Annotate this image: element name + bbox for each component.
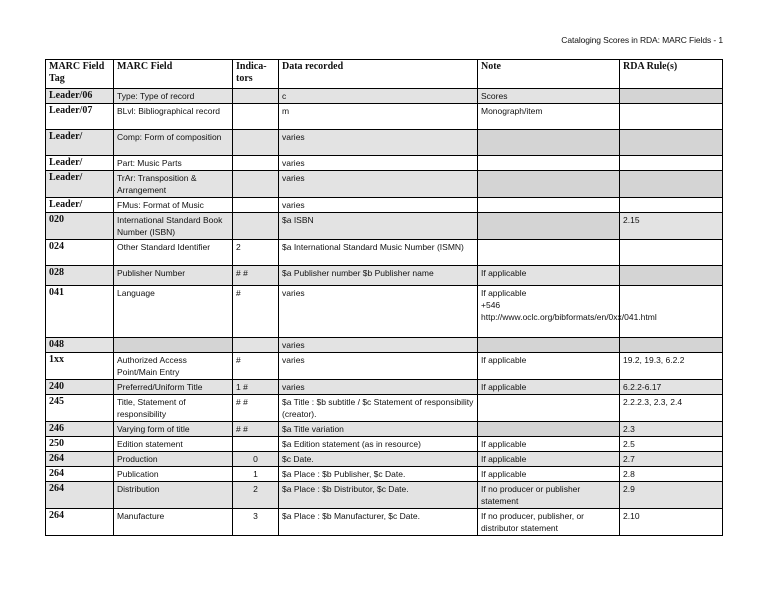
data-recorded-cell: $a Place : $b Distributor, $c Date.: [279, 482, 478, 509]
data-recorded-cell: $a Place : $b Publisher, $c Date.: [279, 467, 478, 482]
data-recorded-cell: $a Publisher number $b Publisher name: [279, 266, 478, 286]
note-cell: [478, 422, 620, 437]
rda-rule-cell: 2.2.2.3, 2.3, 2.4: [620, 395, 723, 422]
rda-rule-cell: [620, 266, 723, 286]
rda-rule-cell: [620, 240, 723, 266]
table-row: [46, 353, 723, 380]
marc-tag-cell: 020: [46, 213, 114, 240]
marc-tag-cell: Leader/: [46, 130, 114, 156]
rda-rule-cell: 2.3: [620, 422, 723, 437]
indicators-cell: 2: [233, 482, 279, 509]
note-cell: Monograph/item: [478, 104, 620, 130]
table-row: [46, 338, 723, 353]
indicators-cell: [233, 89, 279, 104]
marc-tag-cell: 240: [46, 380, 114, 395]
note-cell: If applicable: [478, 266, 620, 286]
table-row: [46, 89, 723, 104]
marc-tag-cell: 024: [46, 240, 114, 266]
data-recorded-cell: c: [279, 89, 478, 104]
marc-tag-cell: Leader/: [46, 198, 114, 213]
table-row: [46, 156, 723, 171]
data-recorded-cell: varies: [279, 286, 478, 338]
note-cell: If applicable +546 http://www.oclc.org/bibformats/en/0xx/041.html: [478, 286, 620, 338]
note-cell: If applicable: [478, 353, 620, 380]
indicators-cell: 1 #: [233, 380, 279, 395]
marc-field-cell: [114, 338, 233, 353]
rda-rule-cell: [620, 156, 723, 171]
marc-field-cell: Type: Type of record: [114, 89, 233, 104]
indicators-cell: [233, 213, 279, 240]
note-cell: [478, 198, 620, 213]
indicators-cell: [233, 156, 279, 171]
data-recorded-cell: varies: [279, 171, 478, 198]
marc-field-cell: BLvl: Bibliographical record: [114, 104, 233, 130]
marc-tag-cell: Leader/: [46, 171, 114, 198]
table-row: [46, 509, 723, 536]
data-recorded-cell: $a Title : $b subtitle / $c Statement of responsibility (creator).: [279, 395, 478, 422]
marc-field-cell: TrAr: Transposition & Arrangement: [114, 171, 233, 198]
rda-rule-cell: 2.5: [620, 437, 723, 452]
data-recorded-cell: $a Edition statement (as in resource): [279, 437, 478, 452]
marc-field-cell: Publication: [114, 467, 233, 482]
rda-rule-cell: 2.8: [620, 467, 723, 482]
marc-field-cell: Publisher Number: [114, 266, 233, 286]
data-recorded-cell: varies: [279, 380, 478, 395]
indicators-cell: # #: [233, 266, 279, 286]
data-recorded-cell: varies: [279, 130, 478, 156]
rda-rule-cell: 19.2, 19.3, 6.2.2: [620, 353, 723, 380]
table-row: [46, 198, 723, 213]
marc-tag-cell: 264: [46, 467, 114, 482]
page-header: Cataloging Scores in RDA: MARC Fields - 1: [561, 35, 723, 45]
marc-field-cell: Production: [114, 452, 233, 467]
table-row: [46, 380, 723, 395]
marc-tag-cell: 245: [46, 395, 114, 422]
indicators-cell: [233, 171, 279, 198]
indicators-cell: #: [233, 286, 279, 338]
note-cell: Scores: [478, 89, 620, 104]
note-cell: [478, 130, 620, 156]
note-cell: If applicable: [478, 452, 620, 467]
table-row: [46, 467, 723, 482]
data-recorded-cell: varies: [279, 353, 478, 380]
indicators-cell: 3: [233, 509, 279, 536]
indicators-cell: #: [233, 353, 279, 380]
marc-fields-table: [45, 59, 723, 536]
marc-tag-cell: Leader/: [46, 156, 114, 171]
column-header: Data recorded: [279, 60, 478, 89]
marc-tag-cell: Leader/07: [46, 104, 114, 130]
indicators-cell: [233, 338, 279, 353]
marc-field-cell: Manufacture: [114, 509, 233, 536]
table-row: [46, 213, 723, 240]
table-row: [46, 482, 723, 509]
note-cell: If no producer or publisher statement: [478, 482, 620, 509]
rda-rule-cell: 2.7: [620, 452, 723, 467]
note-cell: If no producer, publisher, or distributor statement: [478, 509, 620, 536]
marc-field-cell: FMus: Format of Music: [114, 198, 233, 213]
table-row: [46, 452, 723, 467]
marc-tag-cell: 264: [46, 509, 114, 536]
data-recorded-cell: m: [279, 104, 478, 130]
rda-rule-cell: [620, 171, 723, 198]
rda-rule-cell: [620, 104, 723, 130]
table-row: [46, 171, 723, 198]
table-row: [46, 422, 723, 437]
indicators-cell: [233, 130, 279, 156]
table-row: [46, 266, 723, 286]
rda-rule-cell: 2.15: [620, 213, 723, 240]
indicators-cell: 1: [233, 467, 279, 482]
rda-rule-cell: [620, 198, 723, 213]
rda-rule-cell: 6.2.2-6.17: [620, 380, 723, 395]
marc-tag-cell: 264: [46, 482, 114, 509]
note-cell: [478, 395, 620, 422]
data-recorded-cell: $a Title variation: [279, 422, 478, 437]
marc-field-cell: Other Standard Identifier: [114, 240, 233, 266]
indicators-cell: [233, 198, 279, 213]
note-cell: [478, 156, 620, 171]
marc-tag-cell: 250: [46, 437, 114, 452]
data-recorded-cell: $a ISBN: [279, 213, 478, 240]
indicators-cell: 0: [233, 452, 279, 467]
note-cell: If applicable: [478, 437, 620, 452]
marc-tag-cell: 1xx: [46, 353, 114, 380]
marc-field-cell: Varying form of title: [114, 422, 233, 437]
marc-field-cell: International Standard Book Number (ISBN): [114, 213, 233, 240]
table-row: [46, 437, 723, 452]
marc-tag-cell: 048: [46, 338, 114, 353]
rda-rule-cell: 2.9: [620, 482, 723, 509]
column-header: Indica-tors: [233, 60, 279, 89]
marc-tag-cell: 246: [46, 422, 114, 437]
column-header: Note: [478, 60, 620, 89]
column-header: MARC Field: [114, 60, 233, 89]
indicators-cell: [233, 437, 279, 452]
table-row: [46, 130, 723, 156]
marc-field-cell: Preferred/Uniform Title: [114, 380, 233, 395]
table-row: [46, 395, 723, 422]
data-recorded-cell: varies: [279, 338, 478, 353]
marc-field-cell: Language: [114, 286, 233, 338]
data-recorded-cell: $c Date.: [279, 452, 478, 467]
marc-field-cell: Part: Music Parts: [114, 156, 233, 171]
note-cell: [478, 338, 620, 353]
indicators-cell: # #: [233, 395, 279, 422]
rda-rule-cell: [620, 89, 723, 104]
rda-rule-cell: [620, 338, 723, 353]
table-header-row: [46, 60, 723, 89]
indicators-cell: 2: [233, 240, 279, 266]
marc-field-cell: Title, Statement of responsibility: [114, 395, 233, 422]
rda-rule-cell: [620, 130, 723, 156]
data-recorded-cell: varies: [279, 198, 478, 213]
table-row: [46, 240, 723, 266]
rda-rule-cell: 2.10: [620, 509, 723, 536]
marc-tag-cell: Leader/06: [46, 89, 114, 104]
marc-tag-cell: 264: [46, 452, 114, 467]
note-cell: If applicable: [478, 380, 620, 395]
table-row: [46, 286, 723, 338]
marc-field-cell: Comp: Form of composition: [114, 130, 233, 156]
note-cell: [478, 213, 620, 240]
indicators-cell: [233, 104, 279, 130]
marc-field-cell: Authorized Access Point/Main Entry: [114, 353, 233, 380]
data-recorded-cell: varies: [279, 156, 478, 171]
note-cell: [478, 171, 620, 198]
note-cell: [478, 240, 620, 266]
marc-field-cell: Distribution: [114, 482, 233, 509]
marc-field-cell: Edition statement: [114, 437, 233, 452]
note-cell: If applicable: [478, 467, 620, 482]
column-header: MARC Field Tag: [46, 60, 114, 89]
marc-tag-cell: 028: [46, 266, 114, 286]
data-recorded-cell: $a International Standard Music Number (ISMN): [279, 240, 478, 266]
marc-tag-cell: 041: [46, 286, 114, 338]
data-recorded-cell: $a Place : $b Manufacturer, $c Date.: [279, 509, 478, 536]
table-row: [46, 104, 723, 130]
column-header: RDA Rule(s): [620, 60, 723, 89]
indicators-cell: # #: [233, 422, 279, 437]
